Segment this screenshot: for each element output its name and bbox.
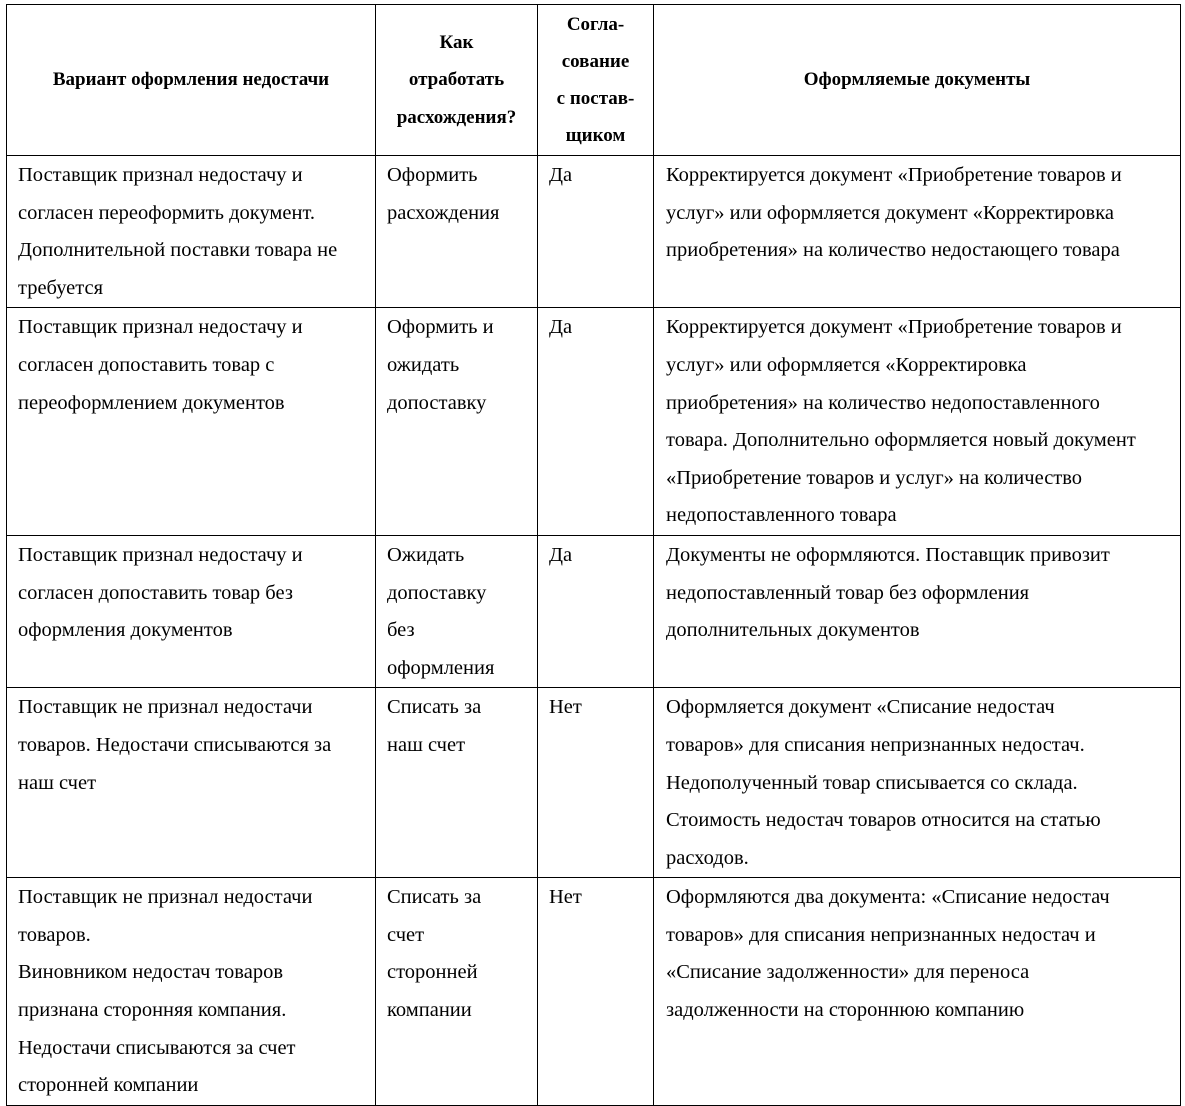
- cell-variant-line: товаров. Недостачи списываются за: [18, 733, 332, 756]
- cell-variant: [7, 308, 376, 536]
- cell-variant-line: согласен допоставить товар без: [18, 581, 293, 604]
- cell-action: [376, 156, 538, 308]
- cell-variant-line: Поставщик не признал недостачи: [18, 886, 313, 909]
- cell-documents-line: «Списание задолженности» для переноса: [666, 961, 1030, 984]
- cell-action-line: компании: [387, 999, 472, 1022]
- table-row: [7, 156, 1181, 308]
- cell-variant-line: оформления документов: [18, 619, 233, 642]
- cell-action-line: допоставку: [387, 581, 487, 604]
- cell-documents-line: Документы не оформляются. Поставщик привозит: [666, 543, 1110, 566]
- cell-action-line: ожидать: [387, 353, 460, 376]
- cell-documents: [654, 878, 1181, 1106]
- cell-action-line: расхождения: [387, 201, 500, 224]
- cell-action: [376, 308, 538, 536]
- cell-documents-line: недопоставленный товар без оформления: [666, 581, 1030, 604]
- cell-documents-line: задолженности на стороннюю компанию: [666, 999, 1025, 1022]
- cell-variant-line: Поставщик признал недостачу и: [18, 316, 303, 339]
- cell-documents-line: приобретения» на количество недопоставленного: [666, 391, 1100, 414]
- cell-documents-line: товаров» для списания непризнанных недостач.: [666, 733, 1085, 756]
- cell-documents-line: недопоставленного товара: [666, 504, 897, 527]
- cell-action: [376, 878, 538, 1106]
- cell-documents-line: услуг» или оформляется «Корректировка: [666, 353, 1027, 376]
- cell-action-line: оформления: [387, 656, 495, 679]
- cell-action-line: наш счет: [387, 733, 466, 756]
- cell-variant-line: товаров.: [18, 923, 91, 946]
- cell-variant: [7, 878, 376, 1106]
- cell-documents-line: Недополученный товар списывается со склада.: [666, 771, 1078, 794]
- cell-variant-line: требуется: [18, 276, 104, 299]
- header-variant: Вариант оформления недостачи: [7, 5, 376, 156]
- cell-variant-line: Поставщик не признал недостачи: [18, 696, 313, 719]
- cell-action-line: Списать за: [387, 886, 482, 909]
- cell-action-line: без: [387, 619, 415, 642]
- cell-variant-line: наш счет: [18, 771, 97, 794]
- header-action: [376, 5, 538, 156]
- cell-action-line: Оформить и: [387, 316, 494, 339]
- cell-action-line: сторонней: [387, 961, 478, 984]
- shortage-table: [6, 4, 1181, 1106]
- cell-documents-line: дополнительных документов: [666, 619, 920, 642]
- cell-variant-line: переоформлением документов: [18, 391, 285, 414]
- cell-variant-line: Поставщик признал недостачу и: [18, 543, 303, 566]
- cell-action-line: Оформить: [387, 164, 478, 186]
- cell-variant-line: Поставщик признал недостачу и: [18, 164, 303, 186]
- cell-action-line: Списать за: [387, 696, 482, 719]
- header-agreement-line: Согла-: [566, 14, 625, 35]
- cell-documents: [654, 535, 1181, 687]
- cell-variant: [7, 688, 376, 878]
- header-agreement-line: сование: [561, 51, 630, 72]
- cell-agreement: Да: [538, 156, 654, 308]
- cell-documents-line: товара. Дополнительно оформляется новый документ: [666, 429, 1136, 452]
- cell-variant-line: Дополнительной поставки товара не: [18, 239, 338, 262]
- table-body: [7, 156, 1181, 1106]
- cell-documents: [654, 308, 1181, 536]
- cell-agreement: Да: [538, 535, 654, 687]
- header-agreement-line: щиком: [565, 125, 626, 146]
- cell-variant-line: Недостачи списываются за счет: [18, 1036, 296, 1059]
- header-agreement: [538, 5, 654, 156]
- cell-action: [376, 688, 538, 878]
- cell-variant-line: Виновником недостач товаров: [18, 961, 283, 984]
- cell-documents-line: расходов.: [666, 846, 749, 869]
- cell-documents-line: Стоимость недостач товаров относится на статью: [666, 809, 1101, 832]
- header-agreement-line: с постав-: [556, 88, 635, 109]
- cell-documents-line: приобретения» на количество недостающего товара: [666, 239, 1120, 262]
- cell-documents: [654, 156, 1181, 308]
- cell-agreement: Да: [538, 308, 654, 536]
- cell-variant-line: сторонней компании: [18, 1074, 199, 1097]
- header-action-line: расхождения?: [396, 106, 517, 128]
- cell-action-line: допоставку: [387, 391, 487, 414]
- header-documents: Оформляемые документы: [654, 5, 1181, 156]
- table-header-row: [7, 5, 1181, 156]
- cell-documents-line: Оформляются два документа: «Списание недостач: [666, 886, 1110, 909]
- cell-variant: [7, 535, 376, 687]
- cell-documents: [654, 688, 1181, 878]
- cell-agreement: Нет: [538, 878, 654, 1106]
- cell-action-line: Ожидать: [387, 543, 465, 566]
- cell-action: [376, 535, 538, 687]
- cell-documents-line: услуг» или оформляется документ «Корректировка: [666, 201, 1114, 224]
- cell-variant-line: согласен допоставить товар с: [18, 353, 275, 376]
- cell-action-line: счет: [387, 923, 425, 946]
- header-action-line: Как: [439, 31, 474, 53]
- table-row: [7, 878, 1181, 1106]
- table-row: [7, 308, 1181, 536]
- table-row: [7, 688, 1181, 878]
- cell-documents-line: Корректируется документ «Приобретение товаров и: [666, 316, 1122, 339]
- cell-variant: [7, 156, 376, 308]
- cell-agreement: Нет: [538, 688, 654, 878]
- header-action-line: отработать: [408, 69, 505, 91]
- cell-variant-line: признана сторонняя компания.: [18, 999, 287, 1022]
- cell-documents-line: «Приобретение товаров и услуг» на количество: [666, 466, 1083, 489]
- cell-documents-line: Оформляется документ «Списание недостач: [666, 696, 1055, 719]
- cell-documents-line: товаров» для списания непризнанных недостач и: [666, 923, 1096, 946]
- cell-variant-line: согласен переоформить документ.: [18, 201, 316, 224]
- table-row: [7, 535, 1181, 687]
- cell-documents-line: Корректируется документ «Приобретение товаров и: [666, 164, 1122, 186]
